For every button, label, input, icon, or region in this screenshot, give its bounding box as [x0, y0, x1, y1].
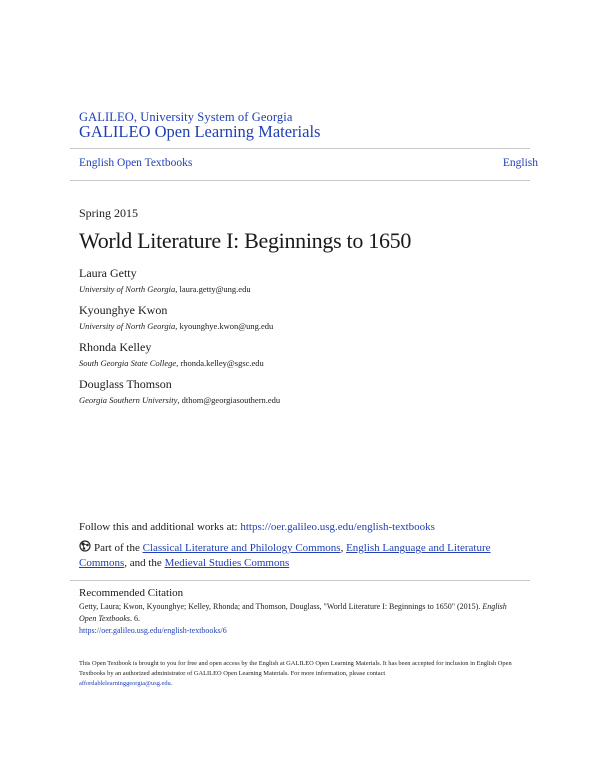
- part-of-sep: , and the: [124, 557, 165, 569]
- citation-suffix: . 6.: [130, 614, 141, 623]
- notice-end: .: [170, 680, 173, 687]
- access-notice: [79, 659, 529, 689]
- author-email: , dthom@georgiasouthern.edu: [177, 395, 281, 405]
- part-of-sep: ,: [340, 542, 347, 554]
- author-block: [79, 377, 280, 405]
- classical-literature-link[interactable]: Classical Literature and Philology Commons: [142, 542, 341, 554]
- author-institution: University of North Georgia: [79, 284, 176, 294]
- citation-body: Getty, Laura; Kwon, Kyounghye; Kelley, Rhonda; and Thomson, Douglass, "World Literature I: Beginnings to 1650" (2015).: [79, 602, 483, 611]
- repository-link[interactable]: GALILEO Open Learning Materials: [79, 122, 321, 141]
- author-name: Kyounghye Kwon: [79, 303, 168, 317]
- follow-link[interactable]: https://oer.galileo.usg.edu/english-textbooks: [240, 521, 435, 533]
- part-of-prefix: Part of the: [94, 542, 143, 554]
- author-affiliation: [79, 284, 251, 294]
- citation-heading: Recommended Citation: [79, 587, 184, 599]
- author-email: , laura.getty@ung.edu: [175, 284, 251, 294]
- author-name: Laura Getty: [79, 266, 137, 280]
- nav-english[interactable]: English: [502, 157, 538, 169]
- author-affiliation: [79, 321, 273, 331]
- divider-citation: [70, 580, 530, 581]
- divider-top: [70, 148, 530, 149]
- institution-link[interactable]: GALILEO, University System of Georgia: [79, 110, 293, 124]
- follow-line: [79, 521, 435, 533]
- part-of-line: [79, 540, 519, 571]
- author-institution: South Georgia State College: [79, 358, 177, 368]
- divider-nav: [70, 180, 530, 181]
- author-block: [79, 266, 251, 294]
- citation-text: [79, 601, 521, 637]
- nav-english-open-textbooks[interactable]: English Open Textbooks: [79, 157, 193, 169]
- publication-date: Spring 2015: [79, 206, 139, 220]
- author-block: [79, 340, 264, 368]
- author-institution: University of North Georgia: [79, 321, 176, 331]
- author-institution: Georgia Southern University: [79, 395, 178, 405]
- medieval-studies-link[interactable]: Medieval Studies Commons: [164, 557, 290, 569]
- author-affiliation: [79, 358, 264, 368]
- author-name: Douglass Thomson: [79, 377, 172, 391]
- notice-text: This Open Textbook is brought to you for free and open access by the English at GALILEO Open Learning Materials. It has been accepted for inclusion in English Open Textbooks by an authorized administrator of GALILEO Open Learning Materials. For more information, please contact: [79, 660, 512, 677]
- document-title: World Literature I: Beginnings to 1650: [79, 228, 412, 253]
- author-email: , kyounghye.kwon@ung.edu: [175, 321, 274, 331]
- english-language-link[interactable]: English Language and Literature Commons: [79, 542, 491, 569]
- citation-url[interactable]: https://oer.galileo.usg.edu/english-textbooks/6: [79, 626, 227, 635]
- network-commons-icon: [79, 540, 91, 552]
- follow-label: Follow this and additional works at:: [79, 521, 241, 533]
- author-affiliation: [79, 395, 280, 405]
- contact-email-link[interactable]: affordablelearninggeorgia@usg.edu: [79, 680, 171, 687]
- author-name: Rhonda Kelley: [79, 340, 152, 354]
- citation-journal: English Open Textbooks: [79, 602, 507, 623]
- author-email: , rhonda.kelley@sgsc.edu: [176, 358, 264, 368]
- author-block: [79, 303, 273, 331]
